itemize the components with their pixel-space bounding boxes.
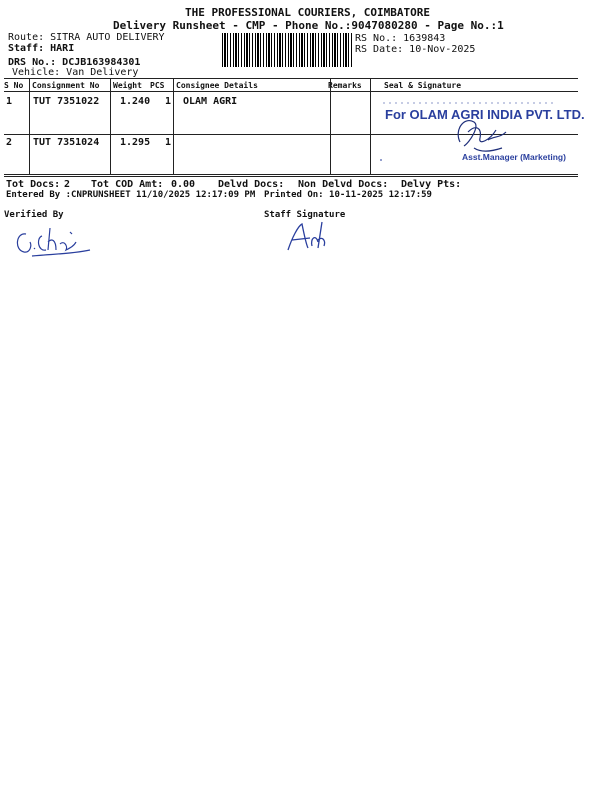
col-divider — [173, 79, 174, 175]
table-header-border — [4, 91, 578, 92]
col-header-seal: Seal & Signature — [384, 81, 462, 90]
col-header-sno: S No — [4, 81, 24, 90]
entered-by: Entered By :CNPRUNSHEET 11/10/2025 12:17:09 PM — [6, 190, 256, 200]
row-2-consignment: TUT 7351024 — [33, 137, 100, 148]
summary-top-border — [4, 176, 578, 177]
staff-signature-icon — [282, 218, 332, 258]
table-top-border — [4, 78, 578, 79]
delivery-points-label: Delvy Pts: — [401, 179, 462, 190]
col-header-consignment: Consignment No — [32, 81, 100, 90]
delivered-docs-label: Delvd Docs: — [218, 179, 285, 190]
non-delivered-docs-label: Non Delvd Docs: — [298, 179, 389, 190]
company-title: THE PROFESSIONAL COURIERS, COIMBATORE — [185, 6, 431, 19]
stamp-designation: Asst.Manager (Marketing) — [462, 152, 566, 162]
col-header-weight: Weight — [113, 81, 142, 90]
route-label: Route: SITRA AUTO DELIVERY — [8, 32, 165, 43]
row-2-pcs: 1 — [165, 137, 172, 148]
staff-label: Staff: HARI — [8, 43, 75, 54]
signature-icon — [450, 112, 520, 157]
tot-docs-label: Tot Docs: — [6, 179, 61, 190]
drs-number: DRS No.: DCJB163984301 — [8, 57, 141, 68]
col-divider — [330, 79, 331, 175]
table-bottom-border — [4, 174, 578, 175]
cod-amount-value: 0.00 — [171, 179, 196, 190]
verifier-signature-icon — [12, 224, 97, 259]
runsheet-subtitle: Delivery Runsheet - CMP - Phone No.:9047080280 - Page No.:1 — [113, 19, 504, 32]
tot-docs-value: 2 — [64, 179, 71, 190]
col-header-consignee: Consignee Details — [176, 81, 258, 90]
rs-date: RS Date: 10-Nov-2025 — [355, 44, 476, 55]
rs-number: RS No.: 1639843 — [355, 33, 446, 44]
printed-on: Printed On: 10-11-2025 12:17:59 — [264, 190, 432, 200]
staff-signature-label: Staff Signature — [264, 210, 346, 220]
col-divider — [370, 79, 371, 175]
vehicle-label: Vehicle: Van Delivery — [12, 67, 139, 78]
row-1-sno: 1 — [6, 96, 13, 107]
row-1-weight: 1.240 — [120, 96, 151, 107]
cod-amount-label: Tot COD Amt: — [91, 179, 164, 190]
col-divider — [110, 79, 111, 175]
company-stamp: For OLAM AGRI INDIA PVT. LTD. — [385, 107, 585, 122]
row-1-pcs: 1 — [165, 96, 172, 107]
col-divider — [29, 79, 30, 175]
row-1-consignee: OLAM AGRI — [183, 96, 238, 107]
row-2-weight: 1.295 — [120, 137, 151, 148]
row-2-sno: 2 — [6, 137, 13, 148]
col-header-pcs: PCS — [150, 81, 165, 90]
col-header-remarks: Remarks — [328, 81, 362, 90]
barcode — [222, 33, 352, 67]
verified-by-label: Verified By — [4, 210, 64, 220]
row-1-consignment: TUT 7351022 — [33, 96, 100, 107]
